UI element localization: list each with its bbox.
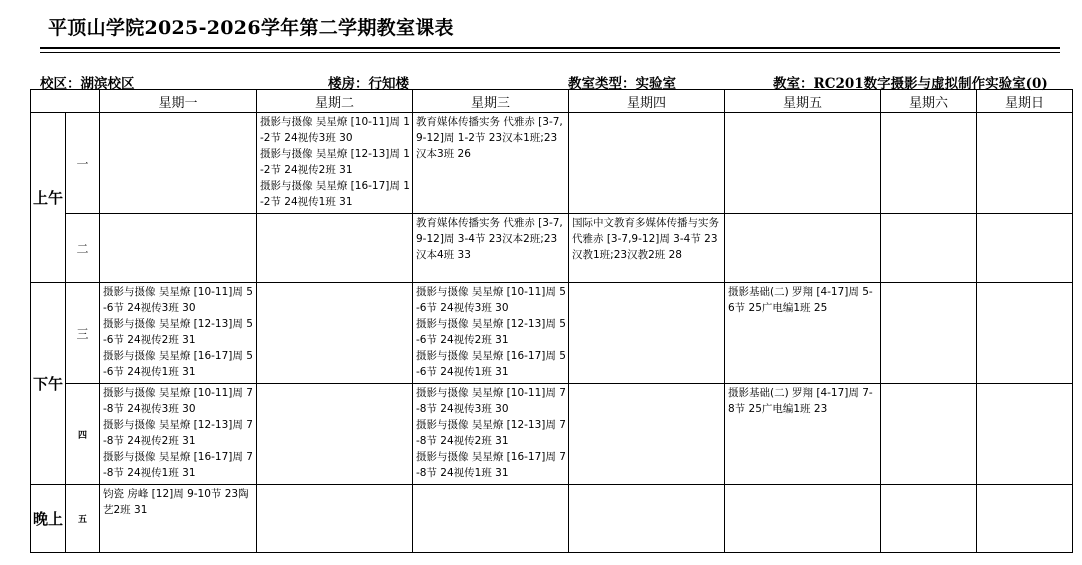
- page-title: 平顶山学院2025-2026学年第二学期教室课表: [48, 17, 454, 39]
- course-entry: 摄影与摄像 吴星燎 [10-11]周 5-6节 24视传3班 30: [103, 286, 253, 314]
- cell-s4-sun: [977, 384, 1073, 485]
- cell-s5-sat: [881, 485, 977, 553]
- cell-s5-fri: [725, 485, 881, 553]
- cell-s4-mon: [100, 384, 257, 485]
- cell-s1-sat: [881, 113, 977, 214]
- course-entry: 摄影与摄像 吴星燎 [10-11]周 1-2节 24视传3班 30: [260, 116, 410, 144]
- day-header-tue: 星期二: [257, 90, 413, 113]
- course-entry: 摄影与摄像 吴星燎 [16-17]周 1-2节 24视传1班 31: [260, 180, 410, 208]
- room-type-label: 教室类型：实验室: [568, 76, 676, 92]
- section-label-2: 二: [66, 214, 100, 283]
- cell-s3-sat: [881, 283, 977, 384]
- row-section-2: [31, 214, 1073, 283]
- cell-s2-thu: [569, 214, 725, 283]
- cell-s2-wed: [413, 214, 569, 283]
- cell-s1-fri: [725, 113, 881, 214]
- course-entry: 摄影与摄像 吴星燎 [16-17]周 7-8节 24视传1班 31: [103, 451, 253, 479]
- section-label-1: 一: [66, 113, 100, 214]
- cell-s4-tue: [257, 384, 413, 485]
- day-header-mon: 星期一: [100, 90, 257, 113]
- cell-s4-fri: [725, 384, 881, 485]
- day-header-fri: 星期五: [725, 90, 881, 113]
- section-label-4: 四: [66, 384, 100, 485]
- header-row: [31, 90, 1073, 113]
- course-entry: 摄影与摄像 吴星燎 [12-13]周 5-6节 24视传2班 31: [103, 318, 253, 346]
- cell-s1-sun: [977, 113, 1073, 214]
- course-entry: 摄影与摄像 吴星燎 [12-13]周 7-8节 24视传2班 31: [103, 419, 253, 447]
- cell-s5-thu: [569, 485, 725, 553]
- period-morning: 上午: [31, 113, 66, 283]
- course-entry: 摄影基础(二) 罗翔 [4-17]周 7-8节 25广电编1班 23: [728, 387, 873, 415]
- cell-s3-mon: [100, 283, 257, 384]
- row-section-1: [31, 113, 1073, 214]
- cell-s3-tue: [257, 283, 413, 384]
- course-entry: 教育媒体传播实务 代雅赤 [3-7,9-12]周 3-4节 23汉本2班;23汉本4班 33: [416, 217, 563, 261]
- cell-s2-sun: [977, 214, 1073, 283]
- course-entry: 摄影与摄像 吴星燎 [16-17]周 5-6节 24视传1班 31: [103, 350, 253, 378]
- cell-s4-wed: [413, 384, 569, 485]
- timetable: [30, 89, 1073, 553]
- row-section-4: [31, 384, 1073, 485]
- course-entry: 摄影与摄像 吴星燎 [10-11]周 7-8节 24视传3班 30: [103, 387, 253, 415]
- cell-s5-tue: [257, 485, 413, 553]
- day-header-sun: 星期日: [977, 90, 1073, 113]
- campus-label: 校区：湖滨校区: [40, 76, 135, 92]
- course-entry: 摄影与摄像 吴星燎 [10-11]周 5-6节 24视传3班 30: [416, 286, 566, 314]
- section-label-5: 五: [66, 485, 100, 553]
- cell-s4-thu: [569, 384, 725, 485]
- cell-s2-tue: [257, 214, 413, 283]
- cell-s5-mon: [100, 485, 257, 553]
- cell-s5-sun: [977, 485, 1073, 553]
- building-label: 楼房：行知楼: [328, 76, 409, 92]
- cell-s1-wed: [413, 113, 569, 214]
- course-entry: 摄影与摄像 吴星燎 [12-13]周 7-8节 24视传2班 31: [416, 419, 566, 447]
- day-header-thu: 星期四: [569, 90, 725, 113]
- course-entry: 国际中文教育多媒体传播与实务 代雅赤 [3-7,9-12]周 3-4节 23汉教1班;23汉教2班 28: [572, 217, 719, 261]
- course-entry: 教育媒体传播实务 代雅赤 [3-7,9-12]周 1-2节 23汉本1班;23汉本3班 26: [416, 116, 563, 160]
- course-entry: 摄影与摄像 吴星燎 [10-11]周 7-8节 24视传3班 30: [416, 387, 566, 415]
- course-entry: 摄影与摄像 吴星燎 [16-17]周 7-8节 24视传1班 31: [416, 451, 566, 479]
- corner-cell: [31, 90, 100, 113]
- cell-s2-fri: [725, 214, 881, 283]
- course-entry: 摄影与摄像 吴星燎 [12-13]周 5-6节 24视传2班 31: [416, 318, 566, 346]
- cell-s2-sat: [881, 214, 977, 283]
- day-header-sat: 星期六: [881, 90, 977, 113]
- section-label-3: 三: [66, 283, 100, 384]
- day-header-wed: 星期三: [413, 90, 569, 113]
- row-section-3: [31, 283, 1073, 384]
- cell-s5-wed: [413, 485, 569, 553]
- period-evening: 晚上: [31, 485, 66, 553]
- title-rule-thick: [40, 47, 1060, 49]
- course-entry: 摄影与摄像 吴星燎 [12-13]周 1-2节 24视传2班 31: [260, 148, 410, 176]
- cell-s2-mon: [100, 214, 257, 283]
- cell-s3-thu: [569, 283, 725, 384]
- cell-s1-mon: [100, 113, 257, 214]
- course-entry: 摄影基础(二) 罗翔 [4-17]周 5-6节 25广电编1班 25: [728, 286, 873, 314]
- cell-s1-tue: [257, 113, 413, 214]
- course-entry: 钧瓷 房峰 [12]周 9-10节 23陶艺2班 31: [103, 488, 249, 516]
- cell-s3-wed: [413, 283, 569, 384]
- cell-s1-thu: [569, 113, 725, 214]
- cell-s3-fri: [725, 283, 881, 384]
- room-label: 教室：RC201数字摄影与虚拟制作实验室(0): [773, 76, 1048, 92]
- title-rule-thin: [40, 52, 1060, 53]
- cell-s3-sun: [977, 283, 1073, 384]
- course-entry: 摄影与摄像 吴星燎 [16-17]周 5-6节 24视传1班 31: [416, 350, 566, 378]
- cell-s4-sat: [881, 384, 977, 485]
- row-section-5: [31, 485, 1073, 553]
- period-afternoon: 下午: [31, 283, 66, 485]
